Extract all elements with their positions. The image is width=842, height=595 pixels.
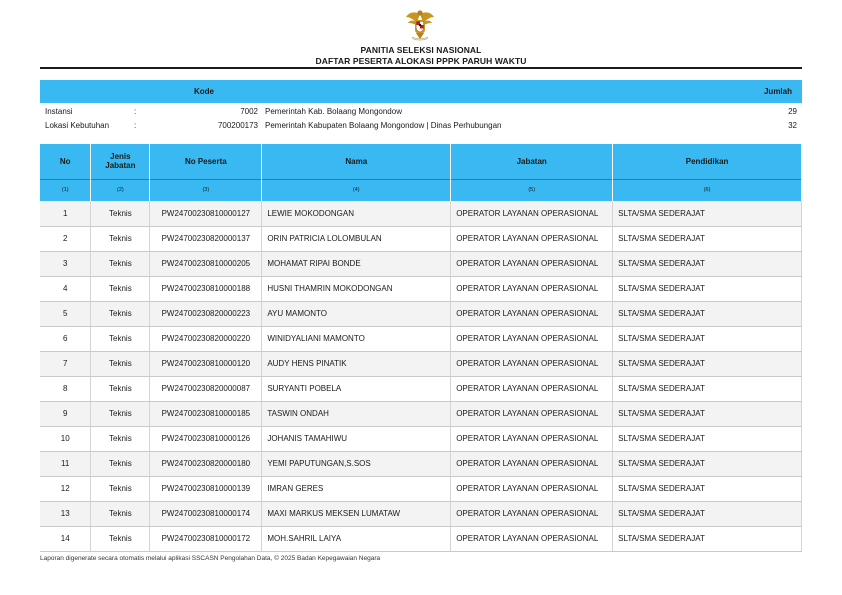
cell-jenis-jabatan: Teknis xyxy=(91,526,150,551)
cell-pendidikan: SLTA/SMA SEDERAJAT xyxy=(613,476,802,501)
table-row xyxy=(40,301,802,326)
cell-jabatan: OPERATOR LAYANAN OPERASIONAL xyxy=(451,201,613,226)
cell-jenis-jabatan: Teknis xyxy=(91,376,150,401)
cell-nama: AUDY HENS PINATIK xyxy=(262,351,451,376)
summary-row-instansi xyxy=(40,105,802,119)
garuda-emblem-icon xyxy=(403,8,437,42)
cell-no-peserta: PW24700230810000205 xyxy=(150,251,262,276)
cell-pendidikan: SLTA/SMA SEDERAJAT xyxy=(613,226,802,251)
cell-jenis-jabatan: Teknis xyxy=(91,476,150,501)
cell-no: 13 xyxy=(40,501,91,526)
cell-no-peserta: PW24700230820000087 xyxy=(150,376,262,401)
summary-header-bar xyxy=(40,80,802,103)
column-number: (1) xyxy=(40,179,91,201)
page-title: PANITIA SELEKSI NASIONAL xyxy=(360,45,482,55)
kode-label: Kode xyxy=(194,87,214,96)
cell-nama: MOH.SAHRIL LAIYA xyxy=(262,526,451,551)
cell-no: 14 xyxy=(40,526,91,551)
column-header-no-peserta: No Peserta xyxy=(150,144,262,179)
cell-pendidikan: SLTA/SMA SEDERAJAT xyxy=(613,426,802,451)
summary-label: Instansi xyxy=(45,107,73,116)
cell-nama: JOHANIS TAMAHIWU xyxy=(262,426,451,451)
cell-pendidikan: SLTA/SMA SEDERAJAT xyxy=(613,526,802,551)
table-row xyxy=(40,201,802,226)
summary-colon: : xyxy=(134,121,137,130)
cell-jabatan: OPERATOR LAYANAN OPERASIONAL xyxy=(451,451,613,476)
cell-pendidikan: SLTA/SMA SEDERAJAT xyxy=(613,376,802,401)
cell-no: 9 xyxy=(40,401,91,426)
column-number: (3) xyxy=(150,179,262,201)
cell-no-peserta: PW24700230820000223 xyxy=(150,301,262,326)
cell-pendidikan: SLTA/SMA SEDERAJAT xyxy=(613,301,802,326)
cell-nama: HUSNI THAMRIN MOKODONGAN xyxy=(262,276,451,301)
cell-nama: MOHAMAT RIPAI BONDE xyxy=(262,251,451,276)
cell-jabatan: OPERATOR LAYANAN OPERASIONAL xyxy=(451,526,613,551)
cell-no: 12 xyxy=(40,476,91,501)
cell-jabatan: OPERATOR LAYANAN OPERASIONAL xyxy=(451,376,613,401)
cell-jabatan: OPERATOR LAYANAN OPERASIONAL xyxy=(451,276,613,301)
cell-nama: ORIN PATRICIA LOLOMBULAN xyxy=(262,226,451,251)
cell-jenis-jabatan: Teknis xyxy=(91,451,150,476)
cell-nama: AYU MAMONTO xyxy=(262,301,451,326)
cell-jabatan: OPERATOR LAYANAN OPERASIONAL xyxy=(451,251,613,276)
cell-jenis-jabatan: Teknis xyxy=(91,426,150,451)
cell-nama: YEMI PAPUTUNGAN,S.SOS xyxy=(262,451,451,476)
cell-no-peserta: PW24700230820000220 xyxy=(150,326,262,351)
cell-jabatan: OPERATOR LAYANAN OPERASIONAL xyxy=(451,226,613,251)
cell-jenis-jabatan: Teknis xyxy=(91,501,150,526)
table-column-number-row xyxy=(40,179,802,201)
title-divider xyxy=(40,67,802,69)
cell-no-peserta: PW24700230820000137 xyxy=(150,226,262,251)
column-header-jenis-jabatan xyxy=(91,144,150,179)
cell-nama: TASWIN ONDAH xyxy=(262,401,451,426)
summary-colon: : xyxy=(134,107,137,116)
cell-no: 4 xyxy=(40,276,91,301)
column-number: (5) xyxy=(451,179,613,201)
column-number: (6) xyxy=(613,179,802,201)
summary-description: Pemerintah Kab. Bolaang Mongondow xyxy=(265,107,402,116)
table-row xyxy=(40,426,802,451)
cell-no-peserta: PW24700230810000185 xyxy=(150,401,262,426)
cell-jenis-jabatan: Teknis xyxy=(91,251,150,276)
cell-no-peserta: PW24700230810000126 xyxy=(150,426,262,451)
cell-jabatan: OPERATOR LAYANAN OPERASIONAL xyxy=(451,426,613,451)
cell-no-peserta: PW24700230810000188 xyxy=(150,276,262,301)
cell-nama: SURYANTI POBELA xyxy=(262,376,451,401)
cell-pendidikan: SLTA/SMA SEDERAJAT xyxy=(613,351,802,376)
cell-no: 2 xyxy=(40,226,91,251)
cell-no: 8 xyxy=(40,376,91,401)
cell-jenis-jabatan: Teknis xyxy=(91,401,150,426)
cell-jenis-jabatan: Teknis xyxy=(91,276,150,301)
table-row xyxy=(40,276,802,301)
table-row xyxy=(40,226,802,251)
cell-jenis-jabatan: Teknis xyxy=(91,226,150,251)
table-row xyxy=(40,526,802,551)
column-number: (2) xyxy=(91,179,150,201)
cell-jabatan: OPERATOR LAYANAN OPERASIONAL xyxy=(451,501,613,526)
cell-no: 6 xyxy=(40,326,91,351)
cell-no-peserta: PW24700230810000172 xyxy=(150,526,262,551)
table-row xyxy=(40,401,802,426)
cell-jabatan: OPERATOR LAYANAN OPERASIONAL xyxy=(451,301,613,326)
cell-pendidikan: SLTA/SMA SEDERAJAT xyxy=(613,401,802,426)
summary-count: 32 xyxy=(788,121,797,130)
column-number: (4) xyxy=(262,179,451,201)
column-header-label: Jenis Jabatan xyxy=(105,152,136,171)
cell-pendidikan: SLTA/SMA SEDERAJAT xyxy=(613,201,802,226)
cell-jenis-jabatan: Teknis xyxy=(91,301,150,326)
cell-no: 1 xyxy=(40,201,91,226)
table-row xyxy=(40,501,802,526)
cell-jabatan: OPERATOR LAYANAN OPERASIONAL xyxy=(451,326,613,351)
summary-code: 700200173 xyxy=(217,121,258,130)
summary-description: Pemerintah Kabupaten Bolaang Mongondow | Dinas Perhubungan xyxy=(265,121,502,130)
cell-no-peserta: PW24700230810000174 xyxy=(150,501,262,526)
column-header-nama: Nama xyxy=(262,144,451,179)
cell-nama: MAXI MARKUS MEKSEN LUMATAW xyxy=(262,501,451,526)
cell-no: 7 xyxy=(40,351,91,376)
table-row xyxy=(40,476,802,501)
table-row xyxy=(40,251,802,276)
summary-label: Lokasi Kebutuhan xyxy=(45,121,110,130)
summary-row-lokasi xyxy=(40,119,802,133)
jumlah-label: Jumlah xyxy=(763,87,792,96)
cell-jenis-jabatan: Teknis xyxy=(91,351,150,376)
cell-jenis-jabatan: Teknis xyxy=(91,326,150,351)
cell-jenis-jabatan: Teknis xyxy=(91,201,150,226)
summary-code: 7002 xyxy=(240,107,258,116)
cell-jabatan: OPERATOR LAYANAN OPERASIONAL xyxy=(451,401,613,426)
cell-nama: IMRAN GERES xyxy=(262,476,451,501)
cell-no: 3 xyxy=(40,251,91,276)
table-row xyxy=(40,351,802,376)
cell-no-peserta: PW24700230810000127 xyxy=(150,201,262,226)
cell-pendidikan: SLTA/SMA SEDERAJAT xyxy=(613,326,802,351)
table-row xyxy=(40,376,802,401)
column-header-pendidikan: Pendidikan xyxy=(613,144,802,179)
cell-jabatan: OPERATOR LAYANAN OPERASIONAL xyxy=(451,351,613,376)
cell-pendidikan: SLTA/SMA SEDERAJAT xyxy=(613,501,802,526)
cell-no: 5 xyxy=(40,301,91,326)
table-body xyxy=(40,201,802,551)
page-subtitle: DAFTAR PESERTA ALOKASI PPPK PARUH WAKTU xyxy=(315,56,527,66)
cell-nama: WINIDYALIANI MAMONTO xyxy=(262,326,451,351)
cell-no-peserta: PW24700230810000120 xyxy=(150,351,262,376)
summary-count: 29 xyxy=(788,107,797,116)
table-row xyxy=(40,326,802,351)
cell-no-peserta: PW24700230810000139 xyxy=(150,476,262,501)
cell-no-peserta: PW24700230820000180 xyxy=(150,451,262,476)
cell-no: 10 xyxy=(40,426,91,451)
participant-table xyxy=(40,144,802,552)
cell-pendidikan: SLTA/SMA SEDERAJAT xyxy=(613,451,802,476)
column-header-no: No xyxy=(40,144,91,179)
cell-no: 11 xyxy=(40,451,91,476)
cell-pendidikan: SLTA/SMA SEDERAJAT xyxy=(613,251,802,276)
cell-jabatan: OPERATOR LAYANAN OPERASIONAL xyxy=(451,476,613,501)
column-header-jabatan: Jabatan xyxy=(451,144,613,179)
report-footer: Laporan digenerate secara otomatis melalui aplikasi SSCASN Pengolahan Data, © 2025 Badan Kepegawaian Negara xyxy=(40,555,381,562)
cell-pendidikan: SLTA/SMA SEDERAJAT xyxy=(613,276,802,301)
table-row xyxy=(40,451,802,476)
table-header-row xyxy=(40,144,802,179)
cell-nama: LEWIE MOKODONGAN xyxy=(262,201,451,226)
